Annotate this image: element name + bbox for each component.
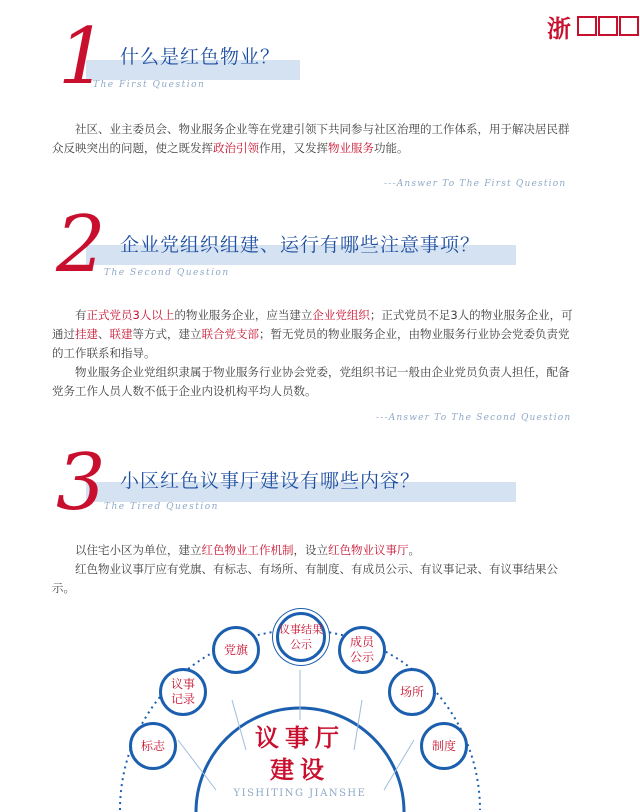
body-text: ，设立 (293, 543, 328, 557)
item-yishi-jieguo: 议事结果 公示 (276, 612, 326, 662)
q2-number: 2 (56, 200, 106, 290)
q3-body-1 (52, 541, 574, 560)
item-yishi-jilu: 议事 记录 (159, 668, 207, 716)
item-dangqi: 党旗 (212, 626, 260, 674)
q2-body-2: 物业服务企业党组织隶属于物业服务行业协会党委，党组织书记一般由企业党员负责人担任，配备党务工作人员人数不低于企业内设机构平均人员数。 (52, 365, 570, 398)
body-text: ；正式党员不足3人的物业服务企业，可通过 (52, 308, 573, 341)
seal-boxes (576, 16, 639, 36)
body-text: 作用，又发挥 (259, 141, 328, 155)
q1-subtitle: The First Question (93, 80, 206, 90)
q2-title: 企业党组织组建、运行有哪些注意事项？ (120, 234, 481, 256)
highlight-text: 挂建 (75, 327, 98, 341)
body-text: 等方式，建立 (132, 327, 202, 341)
q3-body-2: 红色物业议事厅应有党旗、有标志、有场所、有制度、有成员公示、有议事记录、有议事结果公示。 (52, 562, 558, 595)
q1-number: 1 (58, 12, 108, 102)
body-text: 功能。 (374, 141, 409, 155)
body-text: 、 (98, 327, 110, 341)
item-changsuo: 场所 (388, 668, 436, 716)
q2-body-1 (52, 306, 574, 363)
body-text: ；暂无党员的物业服务企业，由物业服务行业协会党委负责党的工作联系和指导。 (52, 327, 570, 360)
highlight-text: 联建 (109, 327, 133, 341)
body-text: 有 (75, 308, 87, 322)
q2-subtitle: The Second Question (104, 268, 230, 278)
highlight-text: 正式党员3人以上 (86, 308, 175, 322)
highlight-text: 红色物业议事厅 (328, 543, 409, 557)
center-subtitle: YISHITING JIANSHE (233, 788, 367, 799)
highlight-text: 企业党组织 (312, 308, 370, 322)
q3-title: 小区红色议事厅建设有哪些内容？ (120, 470, 421, 492)
item-zhidu: 制度 (420, 722, 468, 770)
body-text: 的物业服务企业，应当建立 (174, 308, 313, 322)
q1-body (52, 120, 574, 158)
item-biaozhi: 标志 (129, 722, 177, 770)
body-text: 。 (408, 543, 420, 557)
highlight-text: 联合党支部 (201, 327, 259, 341)
center-title: 议事厅 建设 (255, 723, 345, 784)
q1-title: 什么是红色物业？ (120, 46, 281, 68)
q3-number: 3 (56, 438, 106, 528)
item-chengyuan: 成员 公示 (338, 626, 386, 674)
highlight-text: 红色物业工作机制 (201, 543, 294, 557)
q1-answer-tag: ---Answer To The First Question (384, 179, 567, 189)
seal-stamp (544, 14, 630, 42)
highlight-text: 物业服务 (328, 141, 374, 155)
q3-subtitle: The Tired Question (104, 502, 219, 512)
seal-glyph: 浙 (547, 14, 571, 43)
body-text: 以住宅小区为单位，建立 (75, 543, 202, 557)
body-text: 社区、业主委员会、物业服务企业等在党建引领下共同参与社区治理的工作体系，用于解决居民群众反映突出的问题，使之既发挥 (52, 122, 570, 155)
q2-answer-tag: ---Answer To The Second Question (376, 413, 572, 423)
highlight-text: 政治引领 (213, 141, 259, 155)
